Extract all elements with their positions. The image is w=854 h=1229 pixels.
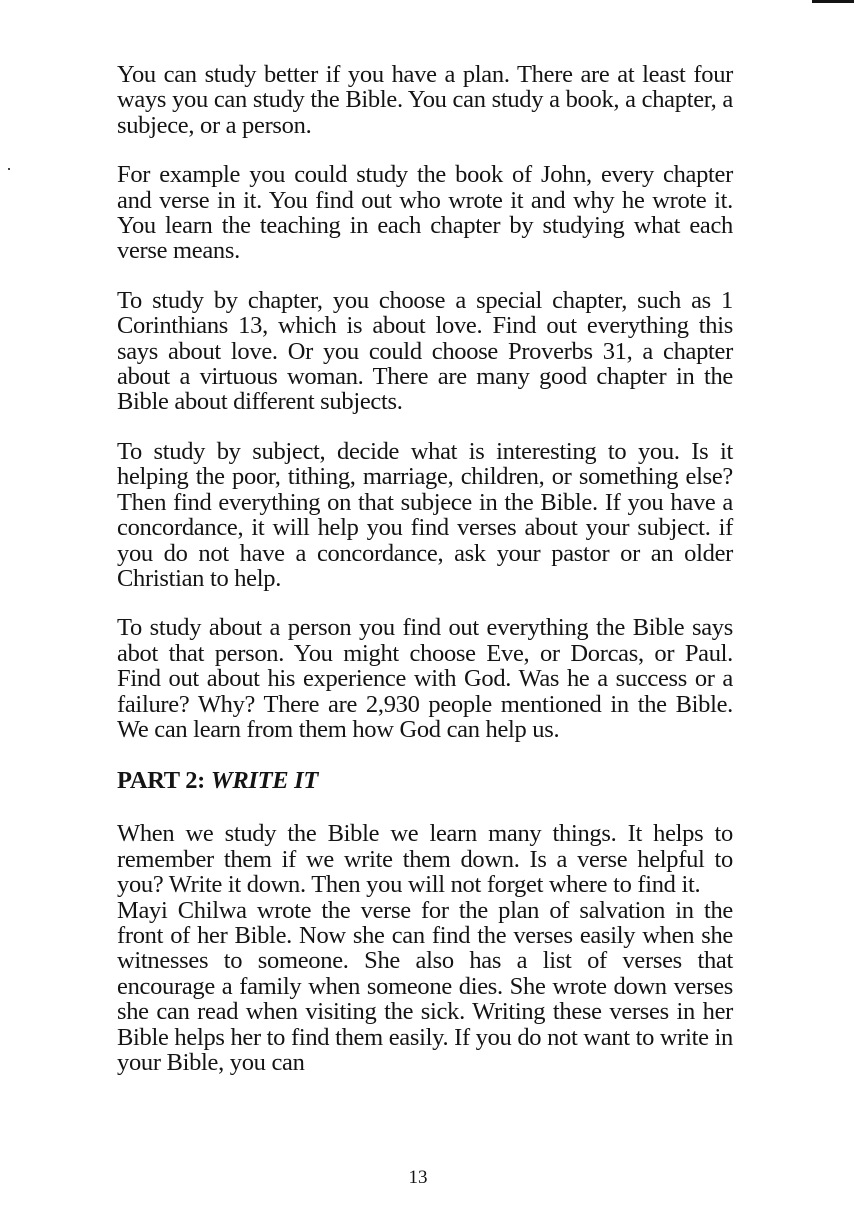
paragraph-study-person: To study about a person you find out everything the Bible says abot that person. You might choose Eve, or Dorcas, or Paul. Find out about his experience with God. Was he a success or a failure? Why? There are 2,930 people mentioned in the Bible. We can learn from them how God can help us. [117,614,733,743]
page-edge-mark [812,0,854,3]
text-column [117,62,733,1075]
section-heading-title: WRITE IT [210,767,319,795]
paragraph-study-chapter: To study by chapter, you choose a special chapter, such as 1 Corinthians 13, which is about love. Find out everything this says about love. Or you could choose Proverbs 31, a chapter about a virtuous woman. There are many good chapter in the Bible about different subjects. [117,286,733,416]
paragraph-study-book: For example you could study the book of John, every chapter and verse in it. You find out who wrote it and why he wrote it. You learn the teaching in each chapter by studying what each verse means. [117,161,733,265]
section-heading-label: PART 2: [117,767,206,795]
paragraph-write-it-down: When we study the Bible we learn many things. It helps to remember them if we write them down. Is a verse helpful to you? Write it down. Then you will not forget where to find it. [117,820,733,899]
section-heading [117,768,733,794]
page-number: 13 [408,1167,428,1188]
scan-speck [8,168,10,170]
paragraph-study-subject: To study by subject, decide what is interesting to you. Is it helping the poor, tithing, marriage, children, or something else? Then find everything on that subjece in the Bible. If you have a concordance, it will help you find verses about your subject. if you do not have a concordance, ask your pastor or an older Christian to help. [117,437,733,592]
paragraph-mayi-chilwa: Mayi Chilwa wrote the verse for the plan of salvation in the front of her Bible. Now she can find the verses easily when she witnesses to someone. She also has a list of verses that encourage a family when someone dies. She wrote down verses she can read when visiting the sick. Writing these verses in her Bible helps her to find them easily. If you do not want to write in your Bible, you can [117,896,733,1076]
paragraph-study-plan: You can study better if you have a plan. There are at least four ways you can study the Bible. You can study a book, a chapter, a subjece, or a person. [117,61,733,139]
